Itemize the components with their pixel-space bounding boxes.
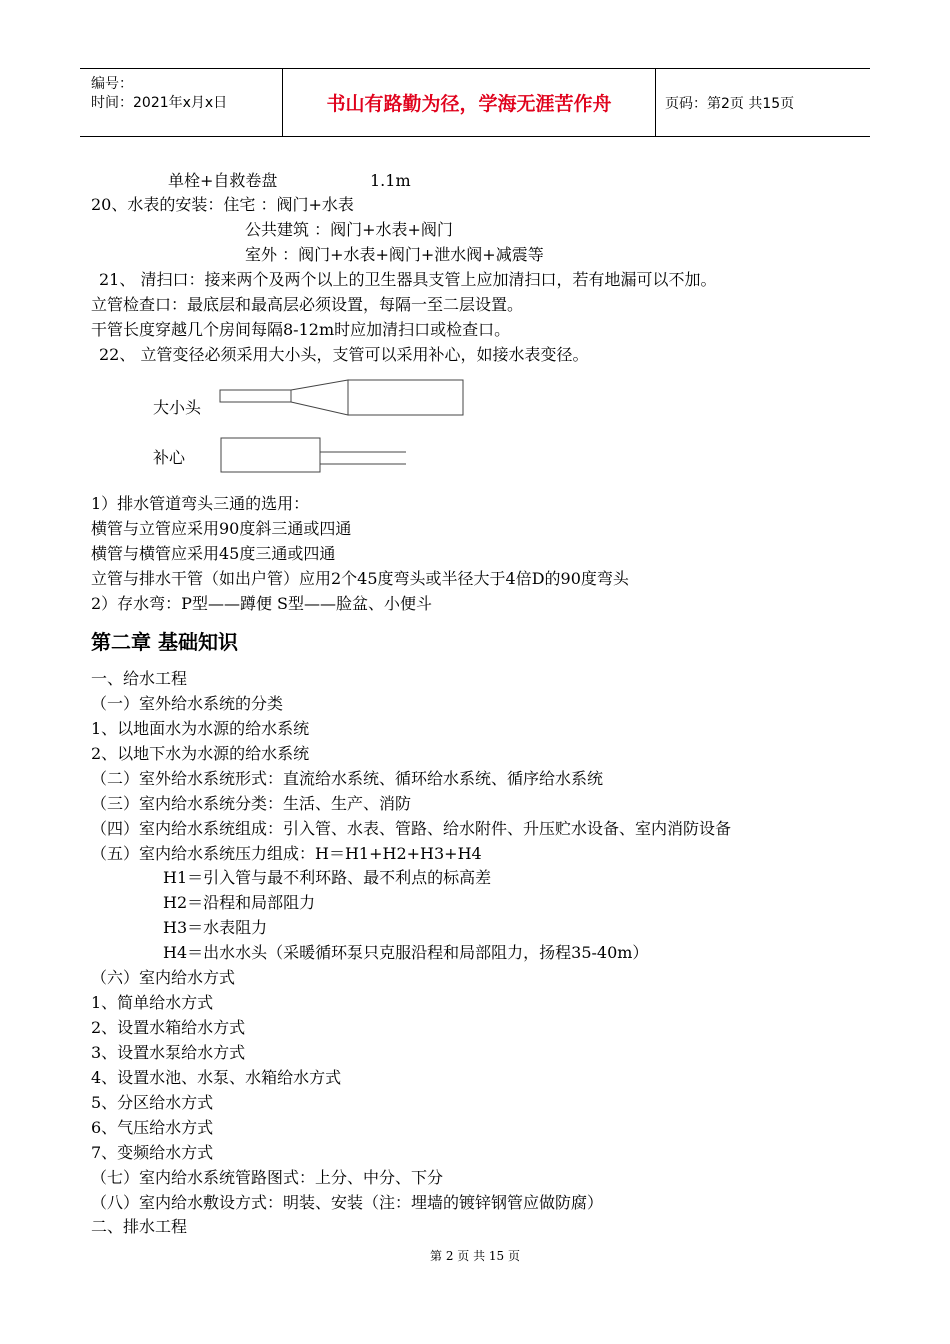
text-line: 2）存水弯：P型——蹲便 S型——脸盆、小便斗 — [91, 594, 432, 613]
text-line: 22、 立管变径必须采用大小头，支管可以采用补心，如接水表变径。 — [99, 345, 589, 364]
text-line: H2＝沿程和局部阻力 — [163, 893, 316, 912]
text-line: 1、简单给水方式 — [91, 993, 214, 1012]
header-page-number: 页码：第2页 共15页 — [665, 95, 795, 112]
text-line: H4＝出水水头（采暖循环泵只克服沿程和局部阻力，扬程35-40m） — [163, 943, 649, 962]
pipe-diagram — [0, 0, 950, 500]
text-line: 1）排水管道弯头三通的选用： — [91, 494, 310, 513]
reducer-label: 大小头 — [153, 398, 202, 417]
text-line: 立管检查口：最底层和最高层必须设置，每隔一至二层设置。 — [91, 295, 524, 314]
text-line: （六）室内给水方式 — [91, 968, 236, 987]
text-line: H1＝引入管与最不利环路、最不利点的标高差 — [163, 868, 492, 887]
text-line: 1.1m — [370, 171, 411, 190]
header-motto: 书山有路勤为径，学海无涯苦作舟 — [283, 69, 656, 136]
section-heading: 一、给水工程 — [91, 669, 188, 688]
text-line: 20、水表的安装：住宅 ：阀门+水表 — [91, 195, 354, 214]
bushing-label: 补心 — [153, 448, 186, 467]
text-line: （一）室外给水系统的分类 — [91, 694, 284, 713]
text-line: 3、设置水泵给水方式 — [91, 1043, 246, 1062]
text-line: 7、变频给水方式 — [91, 1143, 214, 1162]
text-line: （八）室内给水敷设方式：明装、安装（注：埋墙的镀锌钢管应做防腐） — [91, 1193, 604, 1212]
chapter-title: 第二章 基础知识 — [91, 630, 238, 654]
text-line: （七）室内给水系统管路图式：上分、中分、下分 — [91, 1168, 444, 1187]
text-line: H3＝水表阻力 — [163, 918, 268, 937]
page-footer: 第 2 页 共 15 页 — [430, 1249, 520, 1263]
document-time: 时间：2021年x月x日 — [91, 95, 228, 111]
reducer-drawing — [220, 380, 463, 415]
bushing-drawing — [221, 438, 406, 472]
text-line: 21、 清扫口：接来两个及两个以上的卫生器具支管上应加清扫口，若有地漏可以不加。 — [99, 270, 717, 289]
text-line: （五）室内给水系统压力组成：H＝H1+H2+H3+H4 — [91, 844, 482, 863]
text-line: 1、以地面水为水源的给水系统 — [91, 719, 310, 738]
text-line: 2、设置水箱给水方式 — [91, 1018, 246, 1037]
text-line: （二）室外给水系统形式：直流给水系统、循环给水系统、循序给水系统 — [91, 769, 604, 788]
text-line: 单栓+自救卷盘 — [168, 171, 278, 190]
text-line: 干管长度穿越几个房间每隔8-12m时应加清扫口或检查口。 — [91, 320, 511, 339]
section-heading: 二、排水工程 — [91, 1217, 188, 1236]
text-line: 2、以地下水为水源的给水系统 — [91, 744, 310, 763]
text-line: 6、气压给水方式 — [91, 1118, 214, 1137]
text-line: 横管与立管应采用90度斜三通或四通 — [91, 519, 352, 538]
text-line: 公共建筑 ：阀门+水表+阀门 — [245, 220, 453, 239]
text-line: 室外 ：阀门+水表+阀门+泄水阀+减震等 — [245, 245, 544, 264]
text-line: 5、分区给水方式 — [91, 1093, 214, 1112]
text-line: 横管与横管应采用45度三通或四通 — [91, 544, 336, 563]
document-number: 编号： — [91, 76, 133, 92]
text-line: 立管与排水干管（如出户管）应用2个45度弯头或半径大于4倍D的90度弯头 — [91, 569, 629, 588]
text-line: （四）室内给水系统组成：引入管、水表、管路、给水附件、升压贮水设备、室内消防设备 — [91, 819, 732, 838]
text-line: 4、设置水池、水泵、水箱给水方式 — [91, 1068, 342, 1087]
text-line: （三）室内给水系统分类：生活、生产、消防 — [91, 794, 412, 813]
